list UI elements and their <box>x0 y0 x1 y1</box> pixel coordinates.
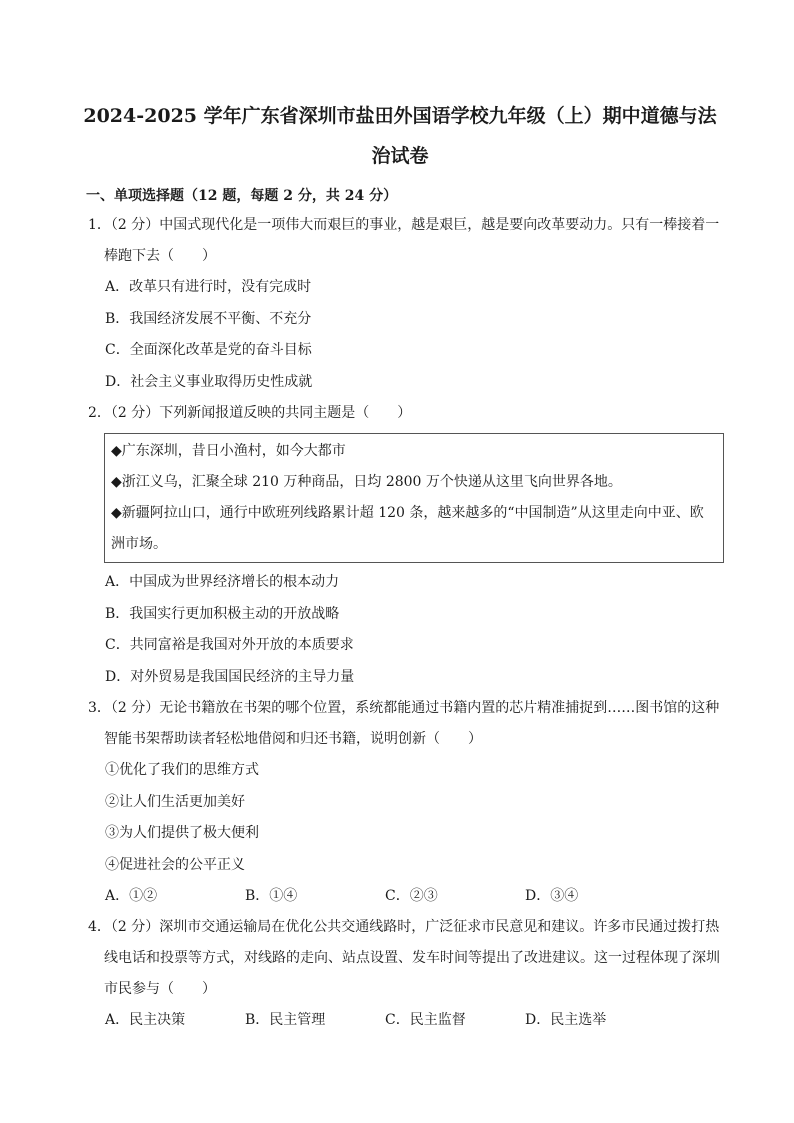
option-d: D．社会主义事业取得历史性成就 <box>105 373 313 390</box>
question-text: （2 分）无论书籍放在书架的哪个位置，系统都能通过书籍内置的芯片精准捕捉到……图书馆的这种智能书架帮助读者轻松地借阅和归还书籍，说明创新（ ） <box>104 700 720 747</box>
title-line-1: 2024-2025 学年广东省深圳市盐田外国语学校九年级（上）期中道德与法 <box>83 105 717 127</box>
option-c: C．全面深化改革是党的奋斗目标 <box>105 342 312 358</box>
option-a: A．中国成为世界经济增长的根本动力 <box>105 574 340 590</box>
option-a: A．①② <box>105 888 158 904</box>
question-number: 3． <box>88 700 111 716</box>
statement-item: ④促进社会的公平正义 <box>105 856 245 873</box>
question-number: 1． <box>88 217 111 233</box>
option-c: C．共同富裕是我国对外开放的本质要求 <box>105 637 354 653</box>
option-a: A．改革只有进行时，没有完成时 <box>105 279 312 295</box>
material-item: ◆广东深圳，昔日小渔村，如今大都市 <box>111 443 346 459</box>
exam-title <box>78 96 722 176</box>
option-d: D．③④ <box>525 888 579 904</box>
question-text: （2 分）中国式现代化是一项伟大而艰巨的事业，越是艰巨，越是要向改革要动力。只有一棒接着一棒跑下去（ ） <box>104 217 720 264</box>
material-item: ◆浙江义乌，汇聚全球 210 万种商品，日均 2800 万个快递从这里飞向世界各地。 <box>111 474 622 490</box>
question-2 <box>88 398 722 693</box>
question-stem <box>88 398 722 429</box>
question-4 <box>88 912 722 1036</box>
question-stem <box>88 693 722 755</box>
question-text: （2 分）下列新闻报道反映的共同主题是（ ） <box>110 405 412 421</box>
section-heading: 一、单项选择题（12 题，每题 2 分，共 24 分） <box>86 188 398 204</box>
option-d: D．对外贸易是我国国民经济的主导力量 <box>105 668 355 685</box>
question-stem <box>88 210 722 272</box>
statement-item: ②让人们生活更加美好 <box>105 793 245 810</box>
option-c: C．②③ <box>385 888 438 904</box>
option-b: B．民主管理 <box>245 1012 326 1028</box>
material-item: ◆新疆阿拉山口，通行中欧班列线路累计超 120 条，越来越多的“中国制造”从这里走向中亚、欧洲市场。 <box>111 505 704 552</box>
question-number: 2． <box>88 405 111 421</box>
option-c: C．民主监督 <box>385 1012 466 1028</box>
question-1 <box>88 210 722 398</box>
option-a: A．民主决策 <box>105 1012 186 1028</box>
statement-item: ③为人们提供了极大便利 <box>105 825 259 841</box>
question-stem <box>88 912 722 1005</box>
statement-item: ①优化了我们的思维方式 <box>105 762 259 778</box>
title-line-2: 治试卷 <box>371 145 429 167</box>
option-b: B．我国实行更加积极主动的开放战略 <box>105 605 340 622</box>
question-number: 4． <box>88 919 111 935</box>
news-material-box <box>104 433 724 563</box>
options-row <box>88 881 722 912</box>
question-text: （2 分）深圳市交通运输局在优化公共交通线路时，广泛征求市民意见和建议。许多市民通过拨打热线电话和投票等方式，对线路的走向、站点设置、发车时间等提出了改进建议。这一过程体现了深圳市民参与（ ） <box>104 919 720 997</box>
options-row <box>88 1005 722 1036</box>
option-b: B．①④ <box>245 888 298 904</box>
option-b: B．我国经济发展不平衡、不充分 <box>105 310 312 327</box>
option-d: D．民主选举 <box>525 1012 607 1028</box>
question-3 <box>88 693 722 912</box>
